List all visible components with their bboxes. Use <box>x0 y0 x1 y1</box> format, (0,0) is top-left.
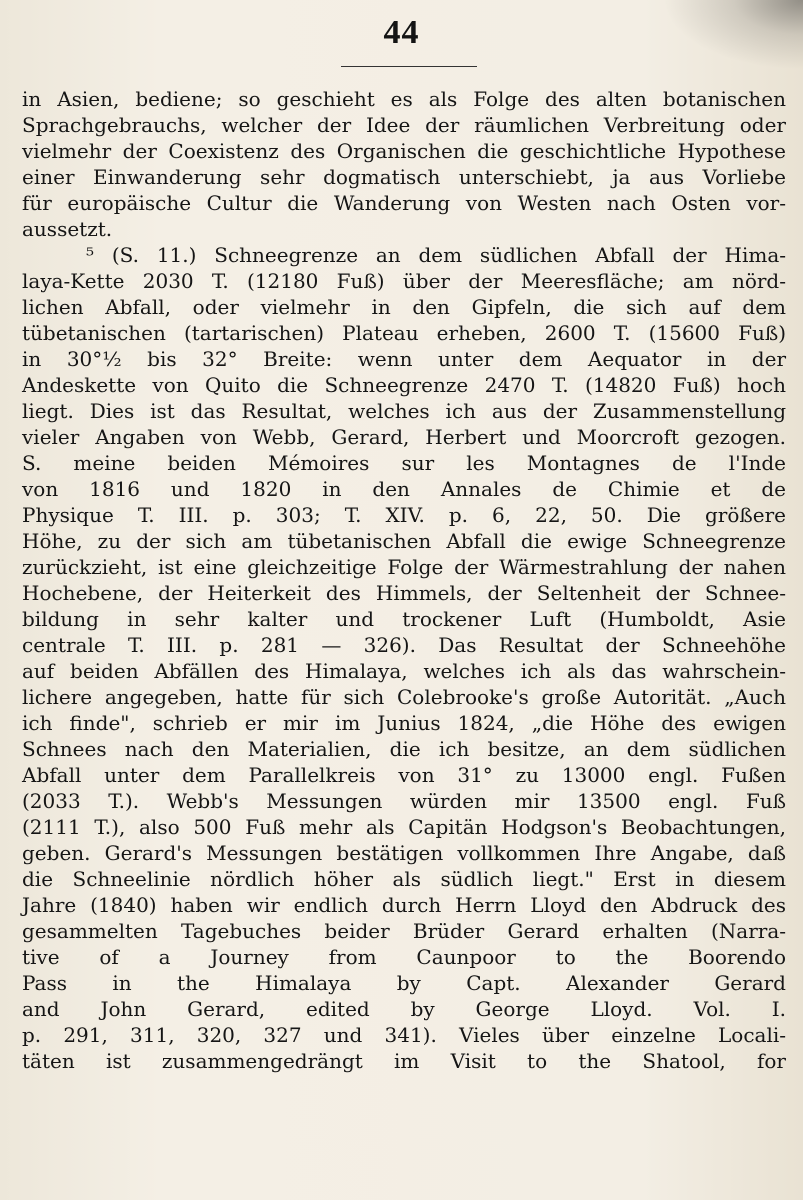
text-line: (2111 T.), also 500 Fuß mehr als Capitän Hodgson's Beobachtungen, <box>22 815 786 839</box>
text-line: Physique T. III. p. 303; T. XIV. p. 6, 22, 50. Die größere <box>22 503 786 527</box>
text-line: Jahre (1840) haben wir endlich durch Herrn Lloyd den Abdruck des <box>22 893 786 917</box>
text-line: Abfall unter dem Parallelkreis von 31° zu 13000 engl. Fußen <box>22 763 786 787</box>
header-rule <box>341 66 477 67</box>
text-line: p. 291, 311, 320, 327 und 341). Vieles über einzelne Locali- <box>22 1023 786 1047</box>
text-line: für europäische Cultur die Wanderung von Westen nach Osten vor- <box>22 191 786 215</box>
text-line: einer Einwanderung sehr dogmatisch unterschiebt, ja aus Vorliebe <box>22 165 786 189</box>
text-line: tübetanischen (tartarischen) Plateau erheben, 2600 T. (15600 Fuß) <box>22 321 786 345</box>
text-line: lichen Abfall, oder vielmehr in den Gipfeln, die sich auf dem <box>22 295 786 319</box>
text-line: liegt. Dies ist das Resultat, welches ich aus der Zusammenstellung <box>22 399 786 423</box>
text-line: täten ist zusammengedrängt im Visit to the Shatool, for <box>22 1049 786 1073</box>
text-line: in Asien, bediene; so geschieht es als Folge des alten botanischen <box>22 87 786 111</box>
text-line: aussetzt. <box>22 217 113 241</box>
text-line: lichere angegeben, hatte für sich Colebrooke's große Autorität. „Auch <box>22 685 786 709</box>
text-line: Andeskette von Quito die Schneegrenze 2470 T. (14820 Fuß) hoch <box>22 373 786 397</box>
text-line: laya-Kette 2030 T. (12180 Fuß) über der Meeresfläche; am nörd- <box>22 269 786 293</box>
text-line: ich finde", schrieb er mir im Junius 1824, „die Höhe des ewigen <box>22 711 786 735</box>
text-line: zurückzieht, ist eine gleichzeitige Folge der Wärmestrahlung der nahen <box>22 555 786 579</box>
text-line: centrale T. III. p. 281 — 326). Das Resultat der Schneehöhe <box>22 633 786 657</box>
text-line: Höhe, zu der sich am tübetanischen Abfall die ewige Schneegrenze <box>22 529 786 553</box>
text-line: S. meine beiden Mémoires sur les Montagnes de l'Inde <box>22 451 786 475</box>
text-line: (2033 T.). Webb's Messungen würden mir 13500 engl. Fuß <box>22 789 786 813</box>
text-line: Sprachgebrauchs, welcher der Idee der räumlichen Verbreitung oder <box>22 113 786 137</box>
text-line: auf beiden Abfällen des Himalaya, welches ich als das wahrschein- <box>22 659 786 683</box>
text-line: Schnees nach den Materialien, die ich besitze, an dem südlichen <box>22 737 786 761</box>
text-line: von 1816 und 1820 in den Annales de Chimie et de <box>22 477 786 501</box>
text-line: tive of a Journey from Caunpoor to the Boorendo <box>22 945 786 969</box>
page-number: 44 <box>383 14 420 51</box>
text-line: in 30°½ bis 32° Breite: wenn unter dem Aequator in der <box>22 347 786 371</box>
text-line: die Schneelinie nördlich höher als südlich liegt." Erst in diesem <box>22 867 786 891</box>
text-line: gesammelten Tagebuches beider Brüder Gerard erhalten (Narra- <box>22 919 786 943</box>
text-line: vieler Angaben von Webb, Gerard, Herbert und Moorcroft gezogen. <box>22 425 786 449</box>
text-line: Pass in the Himalaya by Capt. Alexander Gerard <box>22 971 786 995</box>
footnote-start-line: ⁵ (S. 11.) Schneegrenze an dem südlichen Abfall der Hima- <box>86 243 786 267</box>
text-line: vielmehr der Coexistenz des Organischen die geschichtliche Hypothese <box>22 139 786 163</box>
text-line: and John Gerard, edited by George Lloyd. Vol. I. <box>22 997 786 1021</box>
body-text <box>22 86 786 1074</box>
text-line: Hochebene, der Heiterkeit des Himmels, der Seltenheit der Schnee- <box>22 581 786 605</box>
text-line: bildung in sehr kalter und trockener Luft (Humboldt, Asie <box>22 607 786 631</box>
text-line: geben. Gerard's Messungen bestätigen vollkommen Ihre Angabe, daß <box>22 841 786 865</box>
